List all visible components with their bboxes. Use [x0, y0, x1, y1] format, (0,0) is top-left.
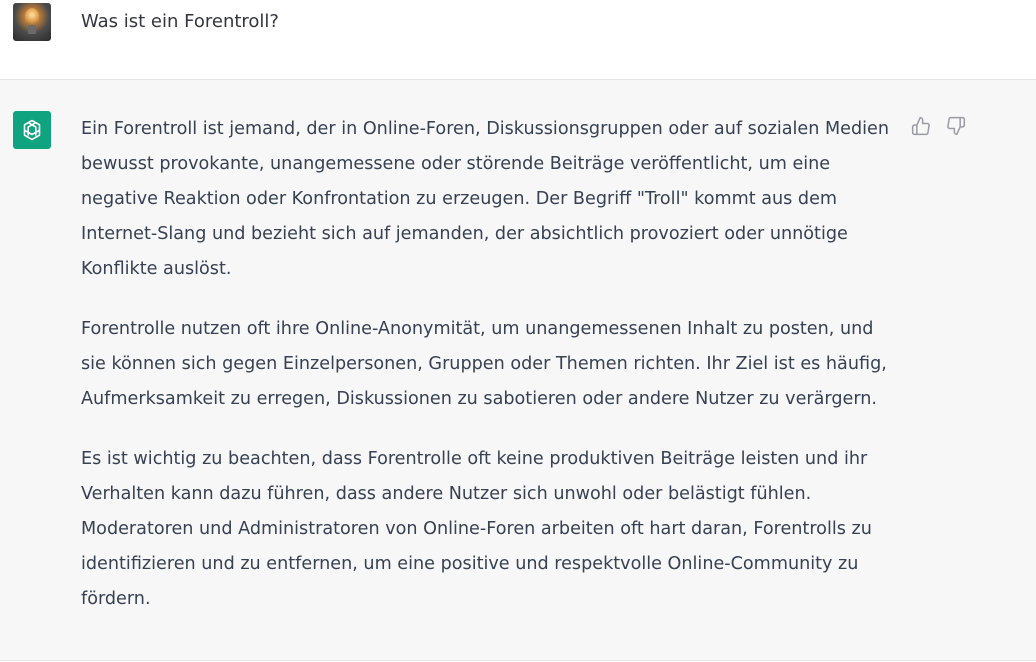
- answer-paragraph-3: Es ist wichtig zu beachten, dass Forentrolle oft keine produktiven Beiträge leisten und ihr Verhalten kann dazu führen, dass andere Nutzer sich unwohl oder belästigt fühlen. Moderatoren und Administratoren von Online-Foren arbeiten oft hart daran, Forentrolls zu identifizieren und zu entfernen, um eine positive und respektvolle Online-Community zu fördern.: [81, 449, 872, 609]
- thumbs-up-icon: [911, 116, 931, 136]
- lightbulb-avatar-icon: [25, 8, 39, 25]
- user-avatar: [13, 3, 51, 41]
- assistant-avatar: [13, 111, 51, 149]
- thumbs-up-button[interactable]: [909, 114, 933, 138]
- thumbs-down-button[interactable]: [944, 114, 968, 138]
- answer-paragraph-1: Ein Forentroll ist jemand, der in Online-Foren, Diskussionsgruppen oder auf sozialen Medien bewusst provokante, unangemessene oder störende Beiträge veröffentlicht, um eine negative Reaktion oder Konfrontation zu erzeugen. Der Begriff "Troll" kommt aus dem Internet-Slang und bezieht sich auf jemanden, der absichtlich provoziert oder unnötige Konflikte auslöst.: [81, 119, 889, 279]
- user-message-row: [0, 0, 1036, 80]
- assistant-message-body: [81, 112, 901, 642]
- assistant-message-row: [0, 80, 1036, 661]
- thumbs-down-icon: [946, 116, 966, 136]
- bulb-base: [28, 25, 36, 34]
- user-message-text: Was ist ein Forentroll?: [81, 11, 279, 32]
- openai-logo-icon: [19, 117, 45, 143]
- answer-paragraph-2: Forentrolle nutzen oft ihre Online-Anonymität, um unangemessenen Inhalt zu posten, und sie können sich gegen Einzelpersonen, Gruppen oder Themen richten. Ihr Ziel ist es häufig, Aufmerksamkeit zu erregen, Diskussionen zu sabotieren oder andere Nutzer zu verärgern.: [81, 319, 887, 409]
